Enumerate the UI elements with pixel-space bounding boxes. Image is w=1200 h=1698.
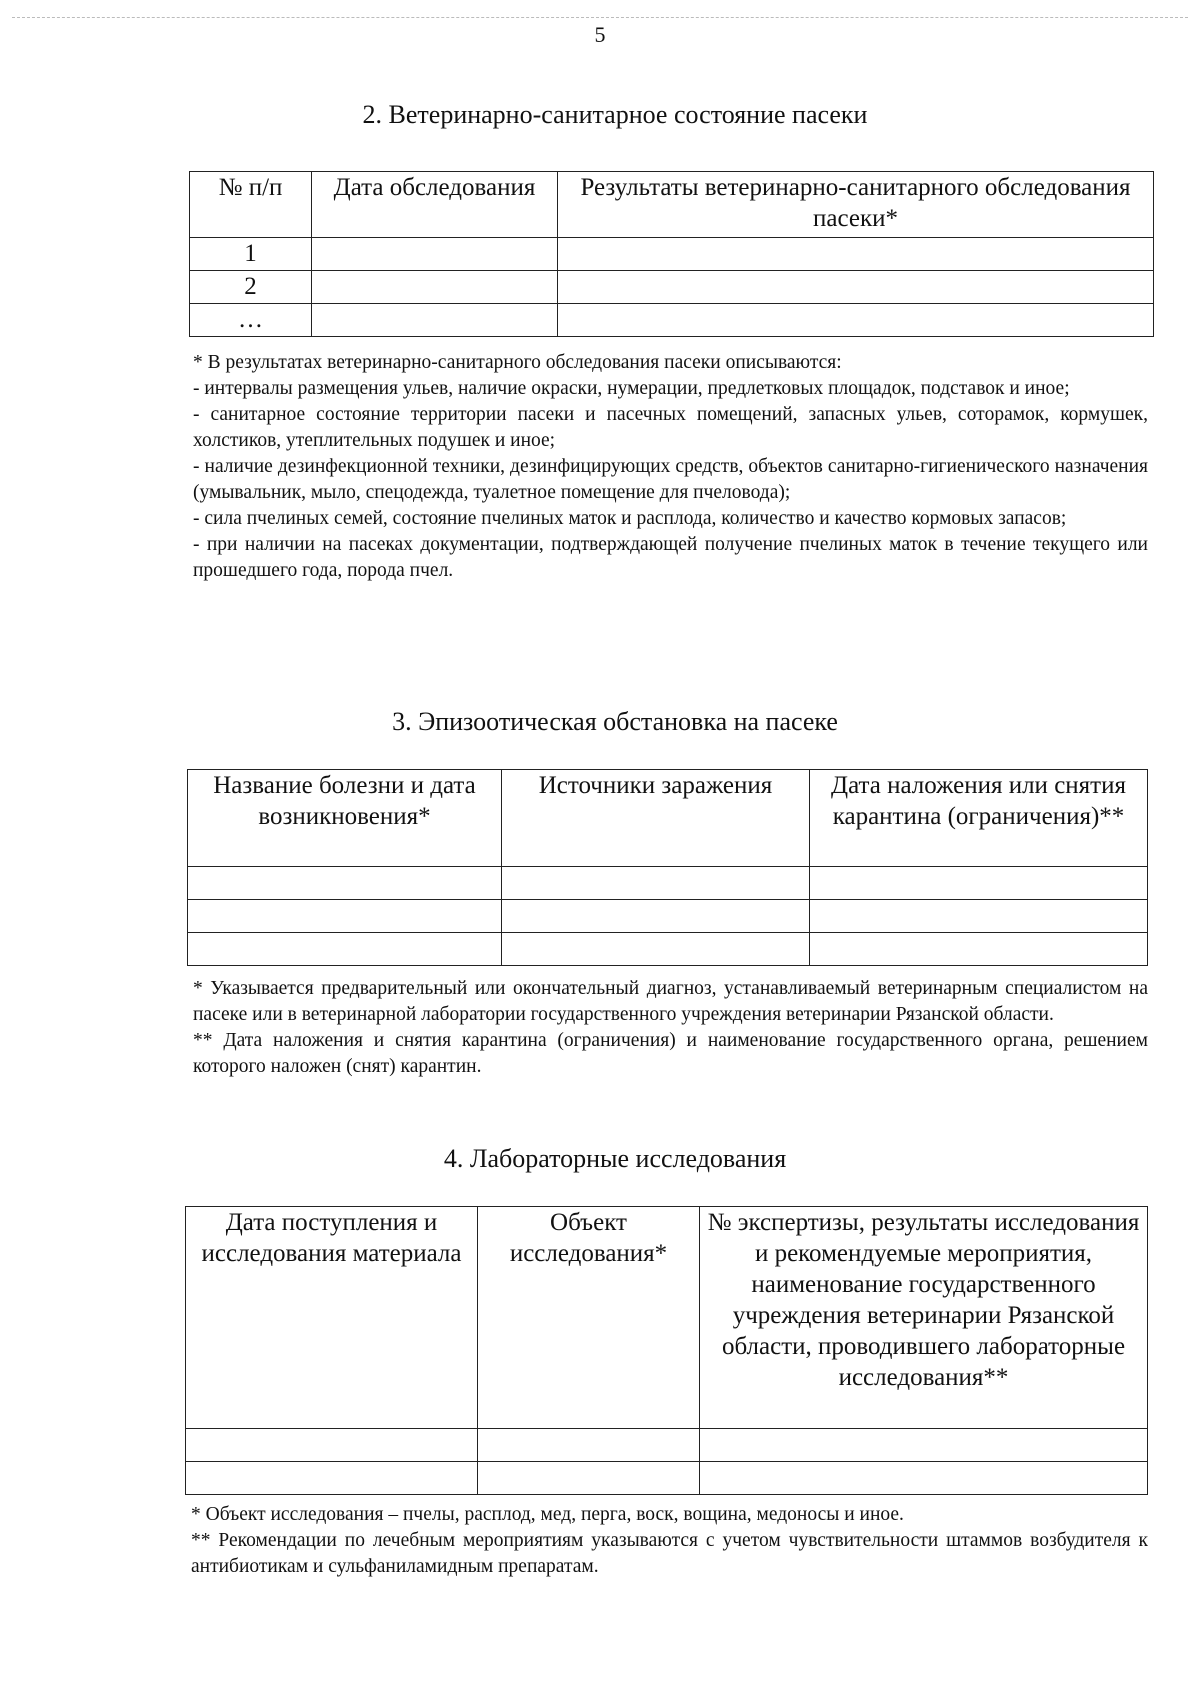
s3-cell[interactable] — [502, 867, 810, 900]
s3-cell[interactable] — [810, 867, 1148, 900]
s2-note: - интервалы размещения ульев, наличие окраски, нумерации, предлетковых площадок, подставок и иное; — [193, 378, 1070, 399]
s2-header-date: Дата обследования — [312, 172, 558, 238]
s2-cell[interactable] — [558, 238, 1154, 271]
s4-cell[interactable] — [478, 1462, 700, 1495]
s2-header-results: Результаты ветеринарно-санитарного обследования пасеки* — [558, 172, 1154, 238]
section4-title: 4. Лабораторные исследования — [443, 1144, 787, 1173]
s4-header-results: № экспертизы, результаты исследования и рекомендуемые мероприятия, наименование государственного учреждения ветеринарии Рязанской области, проводившего лабораторные исследования** — [700, 1207, 1148, 1429]
section3-title: 3. Эпизоотическая обстановка на пасеке — [392, 707, 838, 736]
s2-note: - сила пчелиных семей, состояние пчелиных маток и расплода, количество и качество кормовых запасов; — [193, 508, 1067, 529]
page-number: 5 — [594, 22, 606, 47]
s2-row-number: … — [190, 304, 312, 337]
section2-table — [189, 171, 1154, 337]
scan-edge-line — [12, 17, 1188, 18]
s3-cell[interactable] — [188, 933, 502, 966]
s4-cell[interactable] — [700, 1429, 1148, 1462]
s3-cell[interactable] — [502, 933, 810, 966]
s3-note: * Указывается предварительный или окончательный диагноз, устанавливаемый ветеринарным специалистом на пасеке или в ветеринарной лаборатории государственного учреждения ветеринарии Рязанской области. — [193, 978, 1148, 1025]
s3-cell[interactable] — [810, 900, 1148, 933]
section2-notes — [193, 350, 1148, 584]
s4-cell[interactable] — [186, 1462, 478, 1495]
s2-note: - санитарное состояние территории пасеки и пасечных помещений, запасных ульев, сотoрамок, кормушек, холстиков, утеплительных подушек и иное; — [193, 404, 1148, 451]
s4-cell[interactable] — [478, 1429, 700, 1462]
s4-header-object: Объект исследования* — [478, 1207, 700, 1429]
s3-cell[interactable] — [810, 933, 1148, 966]
section4-notes — [191, 1502, 1148, 1580]
s2-cell[interactable] — [312, 271, 558, 304]
s2-cell[interactable] — [558, 304, 1154, 337]
s3-cell[interactable] — [502, 900, 810, 933]
s3-header-quarantine: Дата наложения или снятия карантина (ограничения)** — [810, 770, 1148, 867]
s4-note: ** Рекомендации по лечебным мероприятиям указываются с учетом чувствительности штаммов возбудителя к антибиотикам и сульфаниламидным препаратам. — [191, 1530, 1148, 1577]
section3-table — [187, 769, 1148, 966]
s4-note: * Объект исследования – пчелы, расплод, мед, перга, воск, вощина, медоносы и иное. — [191, 1504, 904, 1525]
s2-row-number: 1 — [190, 238, 312, 271]
s2-cell[interactable] — [558, 271, 1154, 304]
s2-note: - при наличии на пасеках документации, подтверждающей получение пчелиных маток в течение текущего или прошедшего года, порода пчел. — [193, 534, 1148, 581]
s4-cell[interactable] — [700, 1462, 1148, 1495]
s3-cell[interactable] — [188, 867, 502, 900]
s3-cell[interactable] — [188, 900, 502, 933]
section3-notes — [193, 976, 1148, 1080]
s2-cell[interactable] — [312, 304, 558, 337]
s3-header-disease: Название болезни и дата возникновения* — [188, 770, 502, 867]
section2-title: 2. Ветеринарно-санитарное состояние пасеки — [362, 100, 868, 129]
s3-header-sources: Источники заражения — [502, 770, 810, 867]
s2-row-number: 2 — [190, 271, 312, 304]
s2-header-number: № п/п — [190, 172, 312, 238]
s4-cell[interactable] — [186, 1429, 478, 1462]
s2-note: - наличие дезинфекционной техники, дезинфицирующих средств, объектов санитарно-гигиенического назначения (умывальник, мыло, спецодежда, туалетное помещение для пчеловода); — [193, 456, 1148, 503]
s2-cell[interactable] — [312, 238, 558, 271]
section4-table — [185, 1206, 1148, 1495]
s4-header-date: Дата поступления и исследования материала — [186, 1207, 478, 1429]
s3-note: ** Дата наложения и снятия карантина (ограничения) и наименование государственного органа, решением которого наложен (снят) карантин. — [193, 1030, 1148, 1077]
s2-note: * В результатах ветеринарно-санитарного обследования пасеки описываются: — [193, 352, 842, 373]
